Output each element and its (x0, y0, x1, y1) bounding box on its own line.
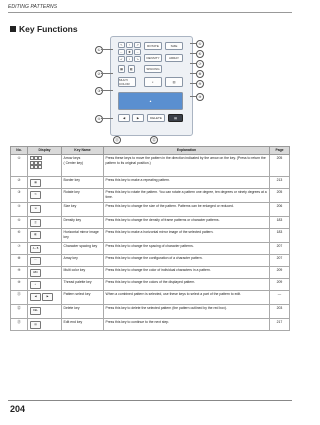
mirror-icon: ◧ (30, 231, 41, 239)
section-title (10, 24, 78, 34)
explanation-cell: Press this key to change the spacing of character patterns. (104, 243, 270, 255)
running-header: EDITING PATTERNS (8, 4, 58, 10)
pattern-select-left-key: ◀ (118, 114, 130, 122)
display-cell (28, 319, 62, 331)
key-name-cell: Multi color key (62, 267, 104, 279)
row-number: ⑫ (11, 305, 28, 319)
row-number: ⑨ (11, 267, 28, 279)
table-row (11, 305, 290, 319)
callout-leader (101, 90, 113, 91)
callout-3: ③ (95, 87, 103, 95)
multi-color-icon: ABC (30, 269, 41, 277)
delete-icon: DEL (30, 307, 41, 315)
explanation-cell: When a combined pattern is selected, use these keys to select a part of the pattern to edit. (104, 291, 270, 305)
arrow-right-key: → (136, 50, 139, 54)
col-header-no: No. (11, 147, 28, 155)
array-icon: ⌒ (30, 257, 41, 265)
display-cell (28, 189, 62, 203)
table-row (11, 217, 290, 229)
key-functions-table (10, 146, 290, 331)
section-bullet-icon (10, 26, 16, 32)
callout-12: ⑫ (150, 136, 158, 144)
arrow-down-key: ↓ (126, 56, 133, 62)
callout-4: ④ (95, 115, 103, 123)
edit-end-key-icon: ▤ (168, 114, 183, 122)
rotate-key: ROTATE (144, 42, 162, 50)
arrow-up-right-key: ↗ (134, 42, 141, 48)
key-name-cell: Rotate key (62, 189, 104, 203)
key-panel-illustration (110, 36, 193, 136)
callout-5: ⑤ (196, 40, 204, 48)
explanation-cell: Press this key to delete the selected pattern (the pattern outlined by the red box). (104, 305, 270, 319)
col-header-explanation: Explanation (104, 147, 270, 155)
callout-leader (190, 43, 196, 44)
page-number: 204 (10, 404, 26, 414)
key-name-cell: Border key (62, 177, 104, 189)
page-cell: 207 (270, 243, 290, 255)
pattern-preview-area: ▲ (118, 92, 183, 110)
explanation-cell: Press this key to change the size of the pattern. Patterns can be enlarged or reduced. (104, 203, 270, 217)
row-number: ② (11, 177, 28, 189)
page-cell: 209 (270, 279, 290, 291)
row-number: ④ (11, 203, 28, 217)
callout-leader (190, 73, 196, 74)
size-key: SIZE (165, 42, 183, 50)
key-name-cell: Character spacing key (62, 243, 104, 255)
display-cell (28, 305, 62, 319)
callout-leader (101, 118, 113, 119)
thread-palette-key-icon: ◐ (144, 77, 162, 87)
page-cell: 217 (270, 319, 290, 331)
table-row (11, 291, 290, 305)
callout-6: ⑥ (196, 50, 204, 58)
key-name-cell: Size key (62, 203, 104, 217)
explanation-cell: Press this key to make a repeating pattern. (104, 177, 270, 189)
multi-color-key: MULTI COLOR (118, 77, 136, 87)
table-row (11, 203, 290, 217)
display-cell (28, 291, 62, 305)
callout-leader (190, 63, 196, 64)
page-cell: — (270, 291, 290, 305)
display-cell (28, 243, 62, 255)
row-number: ⑤ (11, 217, 28, 229)
display-cell (28, 279, 62, 291)
table-row (11, 229, 290, 243)
display-cell (28, 155, 62, 177)
explanation-cell: Press this key to continue to the next step. (104, 319, 270, 331)
page-cell: 203 (270, 305, 290, 319)
col-header-page: Page (270, 147, 290, 155)
rotate-icon: ↻ (30, 191, 41, 199)
key-name: Arrow keys (63, 156, 81, 161)
border-icon: ▦ (30, 179, 41, 187)
table-row (11, 319, 290, 331)
row-number: ① (11, 155, 28, 177)
page-cell: 206 (270, 203, 290, 217)
density-key: DENSITY (144, 54, 162, 62)
key-name-extra: ( Center key) (63, 160, 84, 165)
page-cell: 183 (270, 217, 290, 229)
callout-8: ⑧ (196, 70, 204, 78)
callout-2: ② (95, 70, 103, 78)
explanation-cell: Press this key to change the density of frame patterns or character patterns. (104, 217, 270, 229)
table-row (11, 255, 290, 267)
row-number: ⑧ (11, 255, 28, 267)
display-cell (28, 229, 62, 243)
key-name-cell: Edit end key (62, 319, 104, 331)
arrow-keys-icon (30, 156, 43, 169)
spacing-icon: A↔B (30, 245, 41, 253)
page-cell: 205 (270, 155, 290, 177)
callout-leader (190, 83, 196, 84)
section-title-text: Key Functions (19, 24, 78, 34)
spacing-key: SPACING (144, 65, 162, 73)
pattern-select-left-icon: ◀ (30, 293, 41, 301)
page-cell: 205 (270, 189, 290, 203)
col-header-display: Display (28, 147, 62, 155)
arrow-down-left-key: ↙ (118, 56, 125, 62)
callout-leader (190, 96, 196, 97)
row-number: ⑩ (11, 279, 28, 291)
callout-9: ⑨ (196, 80, 204, 88)
callout-10: ⑩ (196, 93, 204, 101)
delete-key: DELETE (147, 114, 165, 122)
palette-key-icon: ▥ (165, 77, 183, 87)
callout-leader (101, 49, 113, 50)
key-name-cell (62, 155, 104, 177)
row-number: ⑬ (11, 319, 28, 331)
array-key: ARRAY (165, 54, 183, 62)
page-cell: 213 (270, 177, 290, 189)
key-name-cell: Horizontal mirror image key (62, 229, 104, 243)
key-name-cell: Pattern select key (62, 291, 104, 305)
table-row (11, 177, 290, 189)
table-row (11, 155, 290, 177)
explanation-cell: Press this key to rotate the pattern. You can rotate a pattern one degree, ten degrees or ninety degrees at a time. (104, 189, 270, 203)
display-cell (28, 255, 62, 267)
row-number: ③ (11, 189, 28, 203)
table-row (11, 267, 290, 279)
key-name-cell: Delete key (62, 305, 104, 319)
row-number: ⑪ (11, 291, 28, 305)
table-row (11, 243, 290, 255)
page-cell: 183 (270, 229, 290, 243)
arrow-up-key: ↑ (126, 42, 133, 48)
border-key-icon: ▦ (118, 65, 125, 73)
callout-1: ① (95, 46, 103, 54)
arrow-up-left-key: ↖ (118, 42, 125, 48)
key-name-cell: Density key (62, 217, 104, 229)
table-header-row (11, 147, 290, 155)
arrow-left-key: ← (120, 50, 123, 54)
key-name-cell: Thread palette key (62, 279, 104, 291)
callout-leader (190, 53, 196, 54)
display-cell (28, 203, 62, 217)
page-cell: 207 (270, 255, 290, 267)
thread-palette-icon: ◐ (30, 281, 41, 289)
explanation-cell: Press this key to change the color of individual characters in a pattern. (104, 267, 270, 279)
row-number: ⑥ (11, 229, 28, 243)
pattern-select-right-icon: ▶ (42, 293, 53, 301)
density-icon: ▒ (30, 219, 41, 227)
display-cell (28, 217, 62, 229)
row-number: ⑦ (11, 243, 28, 255)
footer-rule (8, 400, 292, 401)
table-row (11, 189, 290, 203)
callout-7: ⑦ (196, 60, 204, 68)
explanation-cell: Press these keys to move the pattern in the direction indicated by the arrow on the key. (Press to return the pattern to its original position.) (104, 155, 270, 177)
col-header-key-name: Key Name (62, 147, 104, 155)
display-cell (28, 177, 62, 189)
callout-11: ⑪ (113, 136, 121, 144)
key-name-cell: Array key (62, 255, 104, 267)
callout-leader (101, 73, 113, 74)
header-rule (8, 12, 292, 13)
display-cell (28, 267, 62, 279)
center-key: ✚ (126, 49, 133, 55)
page-cell: 209 (270, 267, 290, 279)
explanation-cell: Press this key to make a horizontal mirror image of the selected pattern. (104, 229, 270, 243)
explanation-cell: Press this key to change the colors of the displayed pattern. (104, 279, 270, 291)
edit-end-icon: ▤ (30, 321, 41, 329)
size-icon: ⇲ (30, 205, 41, 213)
arrow-down-right-key: ↘ (134, 56, 141, 62)
explanation-cell: Press this key to change the configuration of a character pattern. (104, 255, 270, 267)
pattern-select-right-key: ▶ (132, 114, 144, 122)
mirror-key-icon: ◧ (128, 65, 135, 73)
table-row (11, 279, 290, 291)
